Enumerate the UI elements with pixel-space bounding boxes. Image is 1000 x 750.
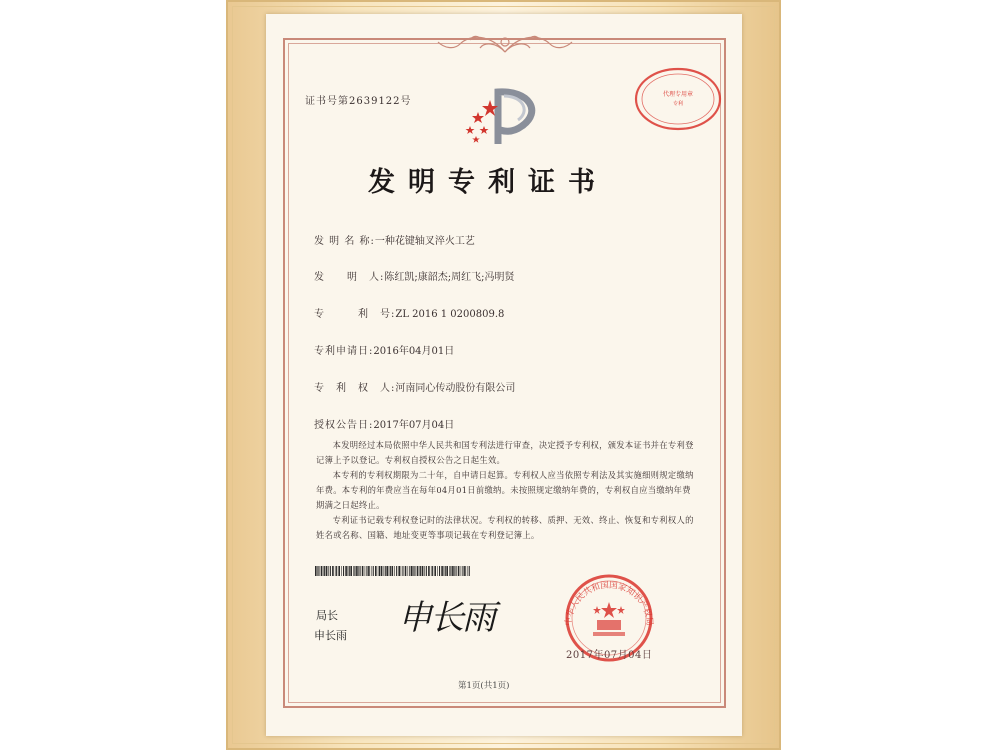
barcode-bar <box>401 566 402 576</box>
barcode-bar <box>431 566 432 576</box>
barcode-bar <box>452 566 454 576</box>
barcode-bar <box>424 566 425 576</box>
barcode-bar <box>392 566 394 576</box>
barcode-bar <box>394 566 395 576</box>
barcode-bar <box>420 566 421 576</box>
barcode-bar <box>409 566 410 576</box>
barcode-bar <box>432 566 433 576</box>
page-number: 第1页(共1页) <box>458 681 510 691</box>
agency-stamp <box>633 67 723 131</box>
field-label: 发 明 人: <box>314 272 385 283</box>
barcode-bar <box>360 566 361 576</box>
certificate-number: 证书号第2639122号 <box>305 96 412 107</box>
paragraph-legal-status: 专利证书记载专利权登记时的法律状况。专利权的转移、质押、无效、终止、恢复和专利权人的姓名或名称、国籍、地址变更等事项记载在专利登记簿上。 <box>316 515 694 540</box>
barcode-bar <box>356 566 358 576</box>
barcode-bar <box>328 566 329 576</box>
field-filing-date <box>314 342 454 357</box>
barcode-bar <box>378 566 379 576</box>
barcode-bar <box>445 566 446 576</box>
barcode-bar <box>437 566 438 576</box>
barcode-bar <box>350 566 352 576</box>
field-grant-date <box>314 416 454 431</box>
barcode-bar <box>469 566 470 576</box>
barcode-bar <box>335 566 336 576</box>
barcode-bar <box>371 566 372 576</box>
barcode-bar <box>343 566 344 576</box>
barcode-bar <box>461 566 462 576</box>
field-value: 2016年04月01日 <box>373 346 455 357</box>
barcode-bar <box>449 566 450 576</box>
barcode-bar <box>348 566 349 576</box>
barcode-bar <box>439 566 440 576</box>
field-patent-number <box>314 305 504 320</box>
barcode-bar <box>349 566 350 576</box>
barcode-bar <box>390 566 391 576</box>
barcode-bar <box>405 566 407 576</box>
barcode-bar <box>386 566 388 576</box>
barcode-bar <box>318 566 319 576</box>
barcode-bar <box>373 566 374 576</box>
barcode-bar <box>324 566 325 576</box>
barcode-bar <box>332 566 334 576</box>
barcode-bar <box>408 566 409 576</box>
barcode-bar <box>467 566 468 576</box>
barcode-bar <box>396 566 397 576</box>
barcode-bar <box>368 566 370 576</box>
director-title: 局长 <box>316 609 338 622</box>
patent-office-logo <box>460 86 546 146</box>
barcode-bar <box>450 566 451 576</box>
field-invention-name <box>314 232 475 247</box>
barcode-bar <box>366 566 367 576</box>
barcode-bar <box>458 566 460 576</box>
barcode <box>315 566 473 576</box>
paragraph-grant: 本发明经过本局依照中华人民共和国专利法进行审查，决定授予专利权，颁发本证书并在专利登记簿上予以登记。专利权自授权公告之日起生效。 <box>316 440 694 465</box>
barcode-bar <box>428 566 430 576</box>
barcode-bar <box>385 566 386 576</box>
certificate-title: 发明专利证书 <box>368 167 608 198</box>
barcode-bar <box>414 566 415 576</box>
svg-text:专利: 专利 <box>672 101 684 107</box>
field-value: 2017年07月04日 <box>373 420 455 431</box>
field-label: 专 利 权 人: <box>314 383 396 394</box>
barcode-bar <box>398 566 400 576</box>
field-value: 河南同心传动股份有限公司 <box>395 383 516 394</box>
barcode-bar <box>413 566 414 576</box>
field-label: 发 明 名 称: <box>314 236 375 247</box>
barcode-bar <box>417 566 419 576</box>
barcode-bar <box>411 566 413 576</box>
seal-text: 中华人民共和国国家知识产权局 <box>563 580 655 627</box>
field-inventors <box>314 268 514 283</box>
barcode-bar <box>358 566 359 576</box>
barcode-bar <box>341 566 342 576</box>
barcode-bar <box>383 566 384 576</box>
field-label: 专 利 号: <box>314 309 396 320</box>
barcode-bar <box>462 566 463 576</box>
barcode-bar <box>362 566 364 576</box>
field-patentee <box>314 379 515 394</box>
barcode-bar <box>446 566 448 576</box>
director-signature: 申长雨 <box>398 598 494 638</box>
barcode-bar <box>330 566 331 576</box>
svg-text:代理专用章: 代理专用章 <box>662 91 694 98</box>
barcode-bar <box>434 566 436 576</box>
field-value: 一种花键轴叉淬火工艺 <box>374 236 475 247</box>
barcode-bar <box>365 566 366 576</box>
barcode-bar <box>345 566 347 576</box>
director-name: 申长雨 <box>314 629 347 642</box>
barcode-bar <box>389 566 390 576</box>
barcode-bar <box>402 566 403 576</box>
barcode-bar <box>321 566 323 576</box>
field-label: 授权公告日: <box>314 420 374 431</box>
barcode-bar <box>315 566 317 576</box>
barcode-bar <box>338 566 340 576</box>
field-value: ZL 2016 1 0200809.8 <box>395 309 505 320</box>
barcode-bar <box>381 566 383 576</box>
barcode-bar <box>464 566 466 576</box>
barcode-bar <box>323 566 324 576</box>
field-value: 陈红凯;康韶杰;周红飞;冯明贤 <box>384 272 515 283</box>
barcode-bar <box>354 566 355 576</box>
paragraph-term: 本专利的专利权期限为二十年，自申请日起算。专利权人应当依照专利法及其实施细则规定缴纳年费。本专利的年费应当在每年04月01日前缴纳。未按照规定缴纳年费的，专利权自应当缴纳年费期满之日起终止。 <box>316 470 694 510</box>
barcode-bar <box>444 566 445 576</box>
barcode-bar <box>441 566 443 576</box>
barcode-bar <box>456 566 457 576</box>
barcode-bar <box>353 566 354 576</box>
field-label: 专利申请日: <box>314 346 374 357</box>
barcode-bar <box>426 566 427 576</box>
svg-text:中华人民共和国国家知识产权局 <box>563 581 654 627</box>
barcode-bar <box>454 566 455 576</box>
barcode-bar <box>336 566 337 576</box>
barcode-bar <box>419 566 420 576</box>
barcode-bar <box>317 566 318 576</box>
barcode-bar <box>326 566 328 576</box>
barcode-bar <box>379 566 380 576</box>
barcode-bar <box>422 566 424 576</box>
issue-date: 2017年07月04日 <box>566 650 653 661</box>
top-ornament <box>430 30 580 56</box>
barcode-bar <box>375 566 377 576</box>
